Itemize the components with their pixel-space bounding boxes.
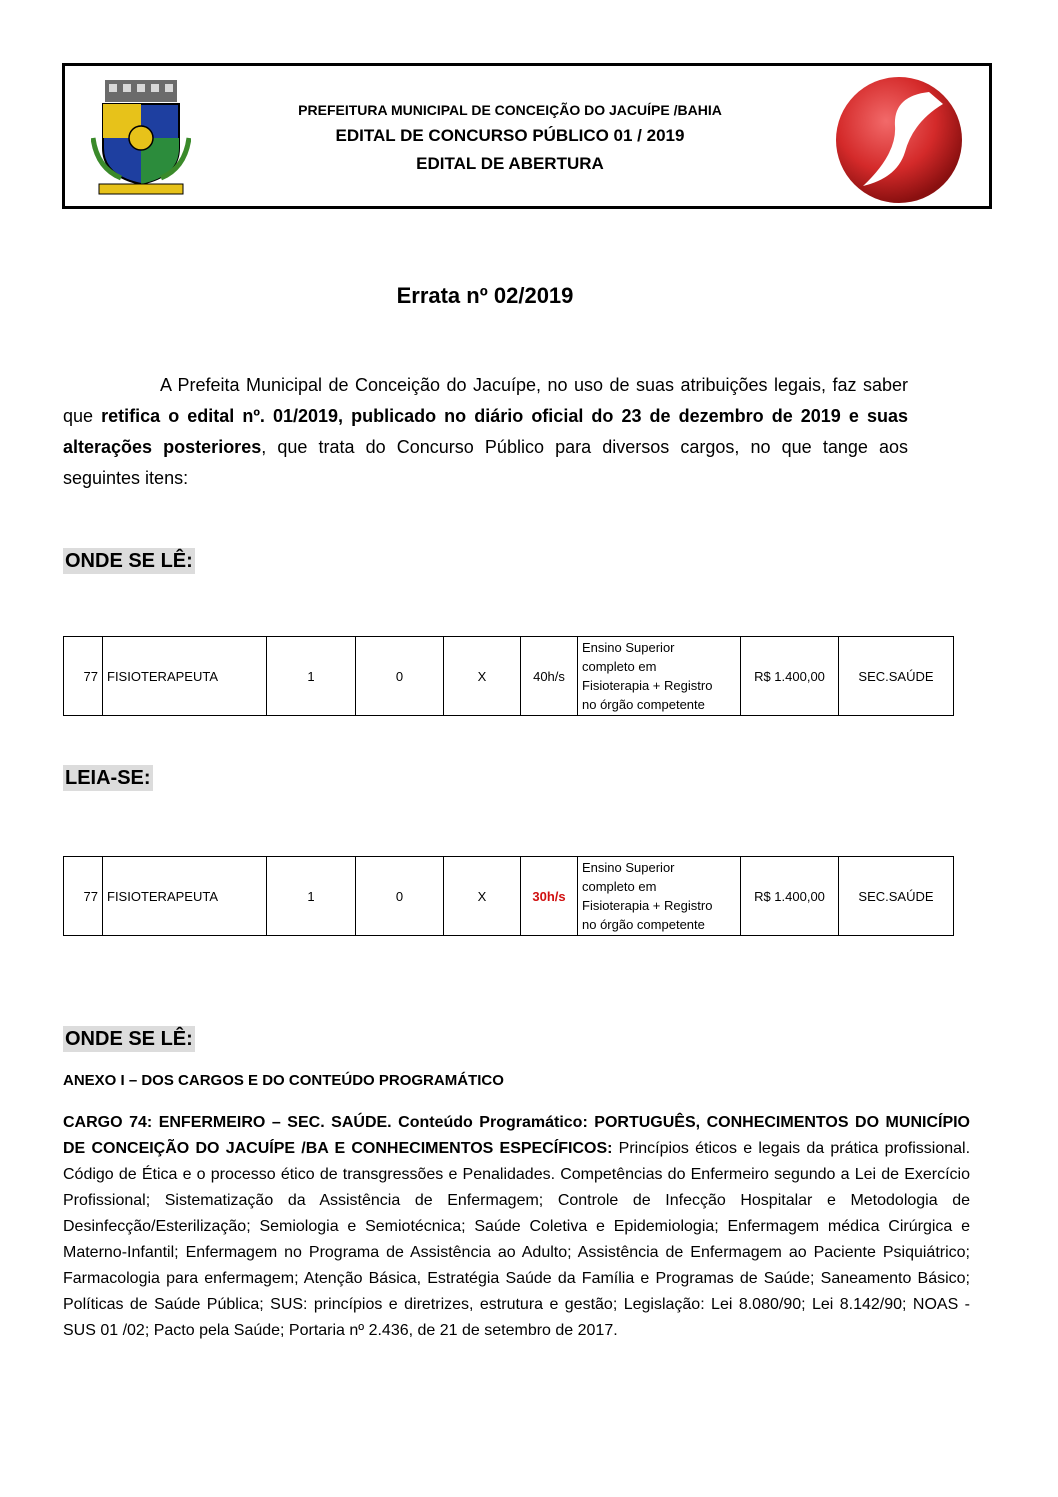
- section-read-as-label: LEIA-SE:: [65, 767, 151, 789]
- job-code: 77: [64, 637, 103, 716]
- job-education: [578, 637, 741, 716]
- municipality-name: PREFEITURA MUNICIPAL DE CONCEIÇÃO DO JACUÍPE /BAHIA: [298, 102, 722, 118]
- job-salary: R$ 1.400,00: [741, 857, 839, 936]
- cargo-content: [63, 1110, 970, 1344]
- job-education: [578, 857, 741, 936]
- job-hours: 40h/s: [521, 637, 578, 716]
- section-where-reads-label: ONDE SE LÊ:: [65, 550, 193, 572]
- education-line: Ensino Superior: [582, 860, 675, 875]
- education-line: no órgão competente: [582, 917, 705, 932]
- job-reserve: X: [444, 637, 521, 716]
- errata-title: Errata nº 02/2019: [396, 283, 574, 308]
- job-vacancies: 1: [267, 637, 356, 716]
- cargo-heading: CARGO 74: ENFERMEIRO – SEC. SAÚDE. Conteúdo Programático: PORTUGUÊS, CONHECIMENTOS DO MUNICÍPIO DE CONCEIÇÃO DO JACUÍPE /BA E CONHECIMENTOS ESPECÍFICOS:: [63, 1114, 970, 1157]
- edict-type: EDITAL DE ABERTURA: [416, 154, 604, 173]
- organizer-logo-icon: [833, 74, 965, 206]
- intro-paragraph: [63, 370, 908, 494]
- intro-text-bold: retifica o edital nº. 01/2019, publicado no diário oficial do 23 de dezembro de 2019 e suas alterações posteriores: [63, 406, 908, 457]
- job-pcd: 0: [356, 857, 444, 936]
- cargo-text: Princípios éticos e legais da prática profissional. Código de Ética e o processo ético de transgressões e Penalidades. Competências do Enfermeiro segundo a Lei de Exercício Profissional; Sistematização da Assistência de Enfermagem; Controle de Infecção Hospitalar e Metodologia de Desinfecção/Esterilização; Semiologia e Semiotécnica; Saúde Coletiva e Epidemiologia; Enfermagem médica Cirúrgica e Materno-Infantil; Enfermagem no Programa de Assistência ao Adulto; Assistência de Enfermagem ao Paciente Psiquiátrico; Farmacologia para enfermagem; Atenção Básica, Estratégia Saúde da Família e Programas de Saúde; Saneamento Básico; Políticas de Saúde Pública; SUS: princípios e diretrizes, estrutura e gestão; Legislação: Lei 8.080/90; Lei 8.142/90; NOAS - SUS 01 /02; Pacto pela Saúde; Portaria nº 2.436, de 21 de setembro de 2017.: [63, 1140, 971, 1339]
- education-line: no órgão competente: [582, 697, 705, 712]
- job-hours-corrected: 30h/s: [521, 857, 578, 936]
- table-row: [64, 637, 954, 716]
- job-table-new: [63, 856, 954, 936]
- job-salary: R$ 1.400,00: [741, 637, 839, 716]
- job-reserve: X: [444, 857, 521, 936]
- job-role: FISIOTERAPEUTA: [103, 637, 267, 716]
- education-line: Fisioterapia + Registro: [582, 678, 713, 693]
- annex-title: ANEXO I – DOS CARGOS E DO CONTEÚDO PROGRAMÁTICO: [63, 1072, 504, 1089]
- job-role: FISIOTERAPEUTA: [103, 857, 267, 936]
- intro-text-2: , que trata do Concurso Público para diversos cargos, no que tange aos seguintes itens:: [63, 437, 909, 488]
- coat-of-arms-icon: [91, 78, 191, 196]
- education-line: Fisioterapia + Registro: [582, 898, 713, 913]
- education-line: completo em: [582, 879, 657, 894]
- job-department: SEC.SAÚDE: [839, 857, 954, 936]
- intro-text-1: A Prefeita Municipal de Conceição do Jacuípe, no uso de suas atribuições legais, faz saber que: [63, 375, 908, 426]
- education-line: completo em: [582, 659, 657, 674]
- job-department: SEC.SAÚDE: [839, 637, 954, 716]
- education-line: Ensino Superior: [582, 640, 675, 655]
- section-where-reads-label-2: ONDE SE LÊ:: [65, 1028, 193, 1050]
- job-vacancies: 1: [267, 857, 356, 936]
- table-row: [64, 857, 954, 936]
- job-table-old: [63, 636, 954, 716]
- document-header: [62, 63, 992, 209]
- job-pcd: 0: [356, 637, 444, 716]
- edict-number: EDITAL DE CONCURSO PÚBLICO 01 / 2019: [335, 126, 685, 145]
- job-code: 77: [64, 857, 103, 936]
